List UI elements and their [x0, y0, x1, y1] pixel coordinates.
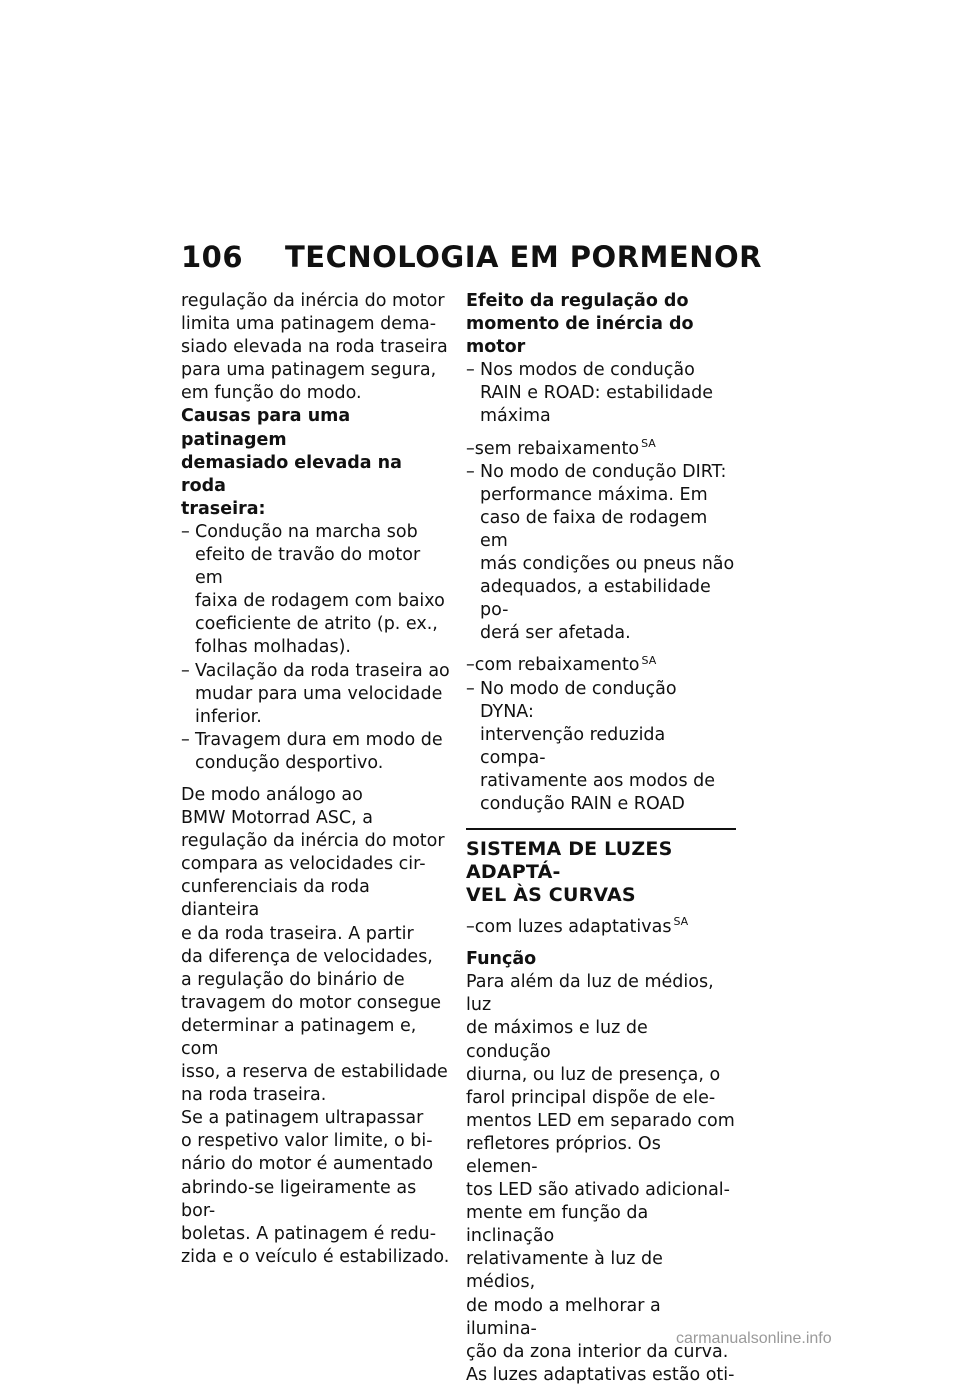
text-line: relativamente à luz de médios,	[466, 1249, 663, 1293]
watermark: carmanualsonline.info	[676, 1330, 832, 1347]
text-line: De modo análogo ao	[181, 784, 363, 805]
text-line: regulação da inércia do motor	[181, 291, 445, 311]
spacer	[466, 907, 736, 916]
list-dash: –	[181, 521, 190, 542]
condition-line	[466, 654, 736, 677]
text-line: condução RAIN e ROAD	[480, 793, 685, 814]
text-line: para uma patinagem segura,	[181, 360, 437, 381]
function-heading: Função	[466, 949, 537, 970]
text-line: rativamente aos modos de	[480, 770, 716, 791]
left-column	[181, 290, 451, 1269]
text-line: No modo de condução DYNA:	[480, 678, 677, 722]
condition-dash: –	[466, 917, 475, 938]
section-title-line: SISTEMA DE LUZES ADAPTÁ-	[466, 838, 673, 884]
text-line: de máximos e luz de condução	[466, 1018, 648, 1062]
text-line: a regulação do binário de	[181, 969, 405, 990]
text-line: Nos modos de condução	[480, 360, 695, 381]
text-line: Para além da luz de médios, luz	[466, 972, 714, 1016]
text-line: diurna, ou luz de presença, o	[466, 1064, 721, 1085]
text-line: Vacilação da roda traseira ao	[195, 660, 450, 681]
text-line: em função do modo.	[181, 383, 362, 404]
list-dash: –	[466, 461, 475, 482]
text-line: na roda traseira.	[181, 1085, 327, 1106]
condition-dash: –	[466, 438, 475, 459]
text-line: cunferenciais da roda dianteira	[181, 877, 370, 921]
condition-text: com rebaixamento	[474, 655, 640, 676]
sa-superscript: SA	[673, 915, 689, 929]
list-item	[466, 461, 736, 646]
list-dash: –	[466, 678, 475, 699]
text-line: limita uma patinagem dema-	[181, 314, 437, 335]
text-line: boletas. A patinagem é redu-	[181, 1223, 437, 1244]
list-dash: –	[466, 360, 475, 381]
right-column	[466, 290, 736, 1387]
text-line: As luzes adaptativas estão oti-	[466, 1364, 735, 1385]
sa-superscript: SA	[641, 653, 657, 667]
heading-line: Causas para uma patinagem	[181, 406, 351, 450]
paragraph-asc	[181, 784, 451, 1107]
text-line: compara as velocidades cir-	[181, 854, 426, 875]
text-line: folhas molhadas).	[195, 637, 351, 658]
heading-line: traseira:	[181, 498, 266, 519]
text-line: condução desportivo.	[195, 752, 384, 773]
list-item	[466, 678, 736, 817]
text-line: abrindo-se ligeiramente as bor-	[181, 1177, 417, 1221]
section-divider	[466, 828, 736, 830]
text-line: travagem do motor consegue	[181, 992, 442, 1013]
text-line: mente em função da inclinação	[466, 1203, 649, 1247]
list-dash: –	[181, 729, 190, 750]
text-line: Condução na marcha sob	[195, 521, 418, 542]
effect-heading	[466, 290, 736, 359]
text-line: Travagem dura em modo de	[195, 729, 443, 750]
text-line: mentos LED em separado com	[466, 1110, 735, 1131]
spacer	[466, 645, 736, 654]
text-line: farol principal dispõe de ele-	[466, 1087, 716, 1108]
heading-line: Efeito da regulação do	[466, 291, 689, 311]
list-dash: –	[181, 660, 190, 681]
sa-superscript: SA	[641, 436, 656, 450]
spacer	[466, 939, 736, 948]
text-line: regulação da inércia do motor	[181, 831, 445, 852]
text-line: adequados, a estabilidade po-	[480, 577, 711, 621]
text-line: RAIN e ROAD: estabilidade	[480, 383, 713, 404]
spacer	[181, 775, 451, 784]
text-line: de modo a melhorar a ilumina-	[466, 1295, 661, 1339]
text-line: ção da zona interior da curva.	[466, 1341, 729, 1362]
text-line: zida e o veículo é estabilizado.	[181, 1246, 450, 1267]
section-title	[466, 838, 736, 907]
page-header	[181, 240, 762, 280]
condition-text: sem rebaixamento	[474, 438, 640, 459]
text-line: coeficiente de atrito (p. ex.,	[195, 614, 438, 635]
text-line: más condições ou pneus não	[480, 554, 735, 575]
page-title: TECNOLOGIA EM PORMENOR	[285, 240, 762, 274]
paragraph-slip	[181, 1107, 451, 1269]
text-line: BMW Motorrad ASC, a	[181, 808, 373, 829]
text-line: da diferença de velocidades,	[181, 946, 433, 967]
text-line: intervenção reduzida compa-	[480, 724, 666, 768]
text-line: inferior.	[195, 706, 262, 727]
list-item	[466, 359, 736, 428]
text-line: tos LED são ativado adicional-	[466, 1180, 730, 1201]
text-line: efeito de travão do motor em	[195, 545, 421, 589]
page-number: 106	[181, 240, 244, 274]
condition-text: com luzes adaptativas	[474, 917, 672, 938]
condition-dash: –	[466, 655, 475, 676]
text-line: No modo de condução DIRT:	[480, 461, 727, 482]
text-line: máxima	[480, 406, 551, 427]
heading-line: momento de inércia do motor	[466, 314, 694, 358]
text-line: e da roda traseira. A partir	[181, 923, 414, 944]
list-item	[181, 729, 451, 775]
text-line: refletores próprios. Os elemen-	[466, 1133, 661, 1177]
text-line: faixa de rodagem com baixo	[195, 591, 445, 612]
heading-line: demasiado elevada na roda	[181, 452, 402, 496]
text-line: derá ser afetada.	[480, 623, 631, 644]
condition-line	[466, 916, 736, 939]
text-line: Se a patinagem ultrapassar	[181, 1108, 424, 1129]
list-item	[181, 660, 451, 729]
text-line: determinar a patinagem e, com	[181, 1015, 417, 1059]
text-line: isso, a reserva de estabilidade	[181, 1062, 448, 1083]
causes-heading	[181, 405, 451, 520]
section-title-line: VEL ÀS CURVAS	[466, 884, 636, 907]
condition-line	[466, 438, 736, 461]
text-line: mudar para uma velocidade	[195, 683, 443, 704]
text-line: performance máxima. Em	[480, 484, 708, 505]
spacer	[466, 429, 736, 438]
intro-paragraph	[181, 290, 451, 405]
text-line: siado elevada na roda traseira	[181, 337, 448, 358]
text-line: o respetivo valor limite, o bi-	[181, 1131, 433, 1152]
list-item	[181, 521, 451, 660]
function-paragraph	[466, 971, 736, 1387]
text-line: nário do motor é aumentado	[181, 1154, 434, 1175]
text-line: caso de faixa de rodagem em	[480, 507, 708, 551]
